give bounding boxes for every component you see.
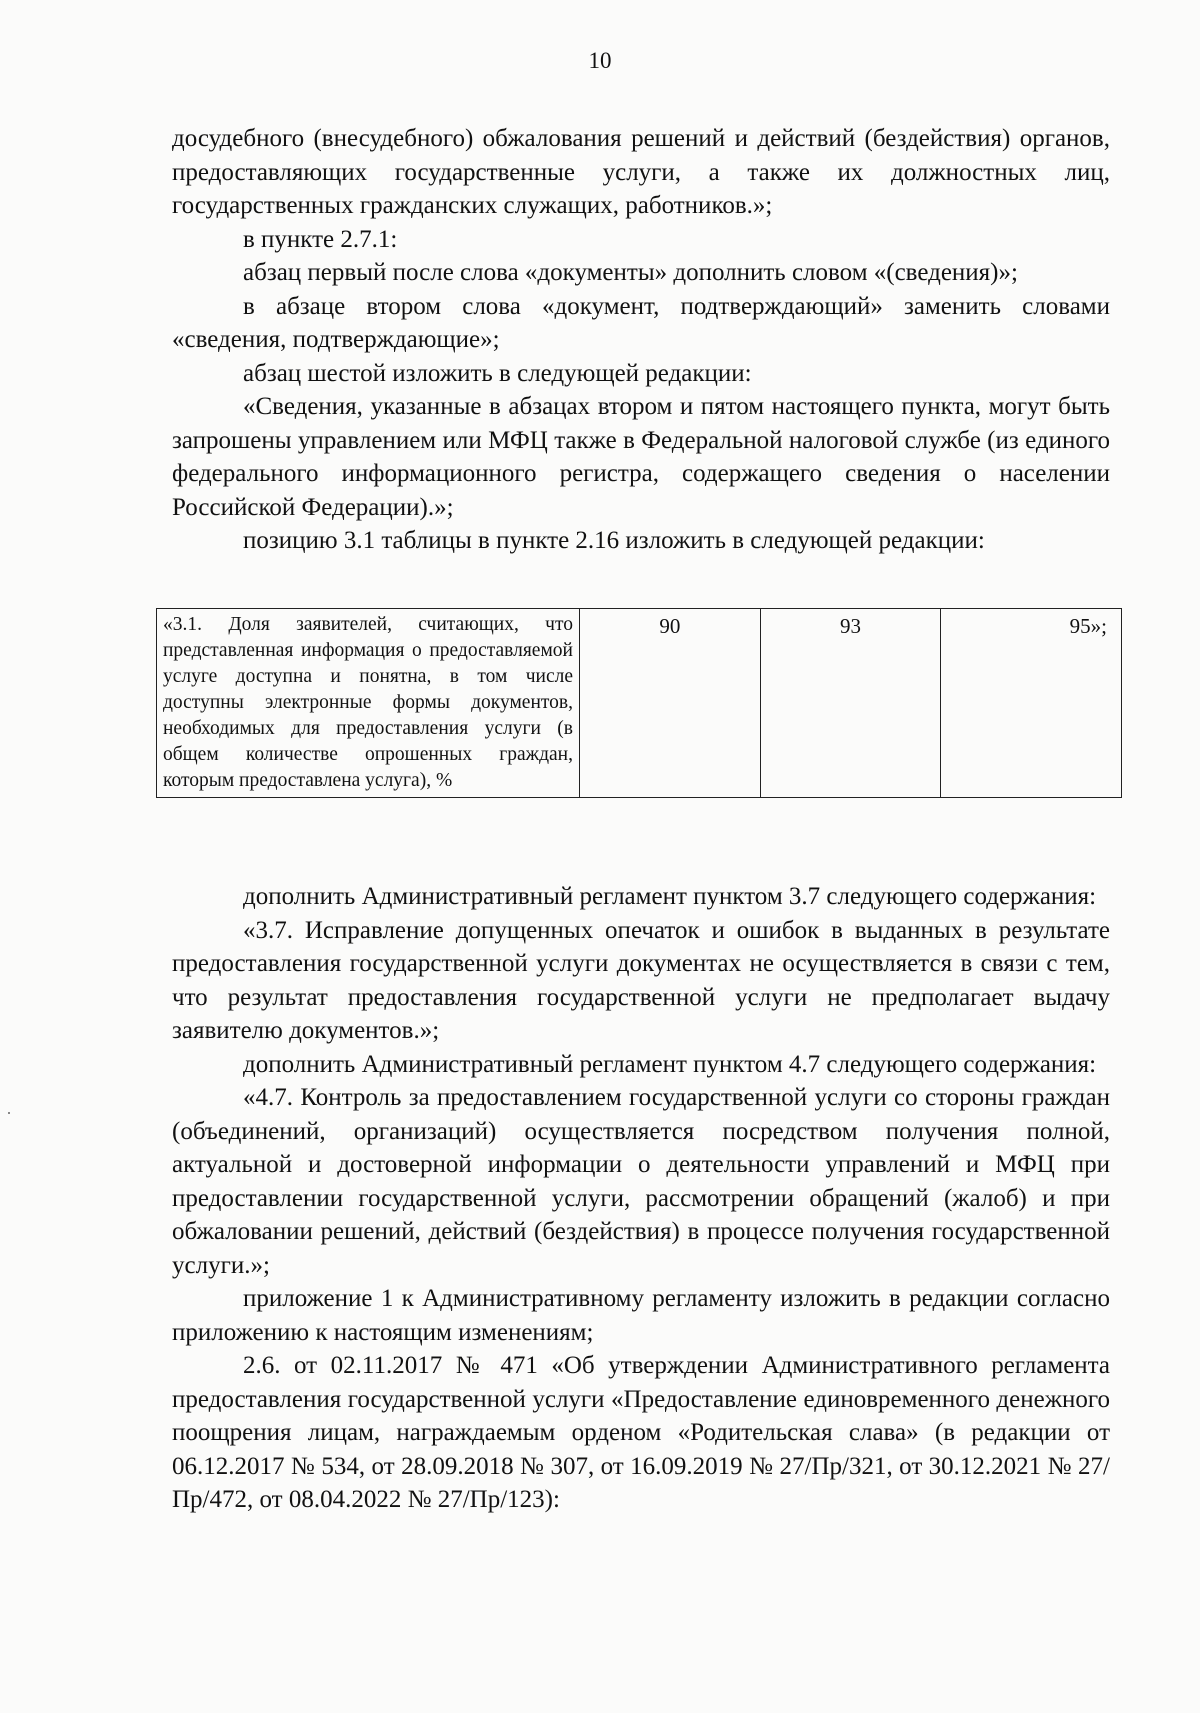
amendment-table	[156, 608, 1122, 798]
table-cell-value-2: 93	[760, 609, 941, 798]
paragraph-quote-4-7: «4.7. Контроль за предоставлением государственной услуги со стороны граждан (объединений, организаций) осуществляется посредством получения полной, актуальной и достоверной информации о деятельности управлений и МФЦ при предоставлении государственной услуги, рассмотрении обращений (жалоб) и при обжаловании решений, действий (бездействия) в процессе получения государственной услуги.»;	[172, 1084, 1110, 1279]
table-row	[157, 609, 1122, 798]
paragraph-item-2-7-1: в пункте 2.7.1:	[243, 225, 398, 253]
paragraph-add-4-7: дополнить Административный регламент пунктом 4.7 следующего содержания:	[243, 1050, 1097, 1078]
table-cell-indicator: «3.1. Доля заявителей, считающих, что представленная информация о предоставляемой услуге доступна и понятна, в том числе доступны электронные формы документов, необходимых для предоставления услуги (в общем количестве опрошенных граждан, которым предоставлена услуга), %	[157, 609, 580, 798]
paragraph-appendix-1: приложение 1 к Административному регламенту изложить в редакции согласно приложению к настоящим изменениям;	[172, 1285, 1110, 1346]
top-text-block	[172, 122, 1110, 558]
table-cell-value-3: 95»;	[941, 609, 1122, 798]
paragraph-second-abzac: в абзаце втором слова «документ, подтверждающий» заменить словами «сведения, подтверждающие»;	[172, 292, 1110, 353]
paragraph-first-abzac: абзац первый после слова «документы» дополнить словом «(сведения)»;	[243, 259, 1018, 286]
paragraph-sixth-abzac: абзац шестой изложить в следующей редакции:	[243, 359, 752, 387]
scan-speck	[8, 1112, 10, 1114]
paragraph-continuation: досудебного (внесудебного) обжалования решений и действий (бездействия) органов, предоставляющих государственные услуги, а также их должностных лиц, государственных гражданских служащих, работников.»;	[172, 125, 1110, 219]
table-cell-value-1: 90	[580, 609, 761, 798]
paragraph-quote-3-7: «3.7. Исправление допущенных опечаток и ошибок в выданных в результате предоставления государственной услуги документах не осуществляется в связи с тем, что результат предоставления государственной услуги не предполагает выдачу заявителю документов.»;	[172, 916, 1110, 1044]
bottom-text-block	[172, 880, 1110, 1517]
table-3-1	[156, 608, 1122, 798]
paragraph-table-intro: позицию 3.1 таблицы в пункте 2.16 изложить в следующей редакции:	[243, 527, 985, 554]
paragraph-2-6: 2.6. от 02.11.2017 № 471 «Об утверждении Административного регламента предоставления государственной услуги «Предоставление единовременного денежного поощрения лицам, награждаемым орденом «Родительская слава» (в редакции от 06.12.2017 № 534, от 28.09.2018 № 307, от 16.09.2019 № 27/Пр/321, от 30.12.2021 № 27/Пр/472, от 08.04.2022 № 27/Пр/123):	[172, 1352, 1110, 1513]
paragraph-add-3-7: дополнить Административный регламент пунктом 3.7 следующего содержания:	[243, 883, 1097, 910]
page-number: 10	[588, 48, 612, 73]
paragraph-quote-svedeniya: «Сведения, указанные в абзацах втором и пятом настоящего пункта, могут быть запрошены управлением или МФЦ также в Федеральной налоговой службе (из единого федерального информационного регистра, содержащего сведения о населении Российской Федерации).»;	[172, 393, 1110, 521]
